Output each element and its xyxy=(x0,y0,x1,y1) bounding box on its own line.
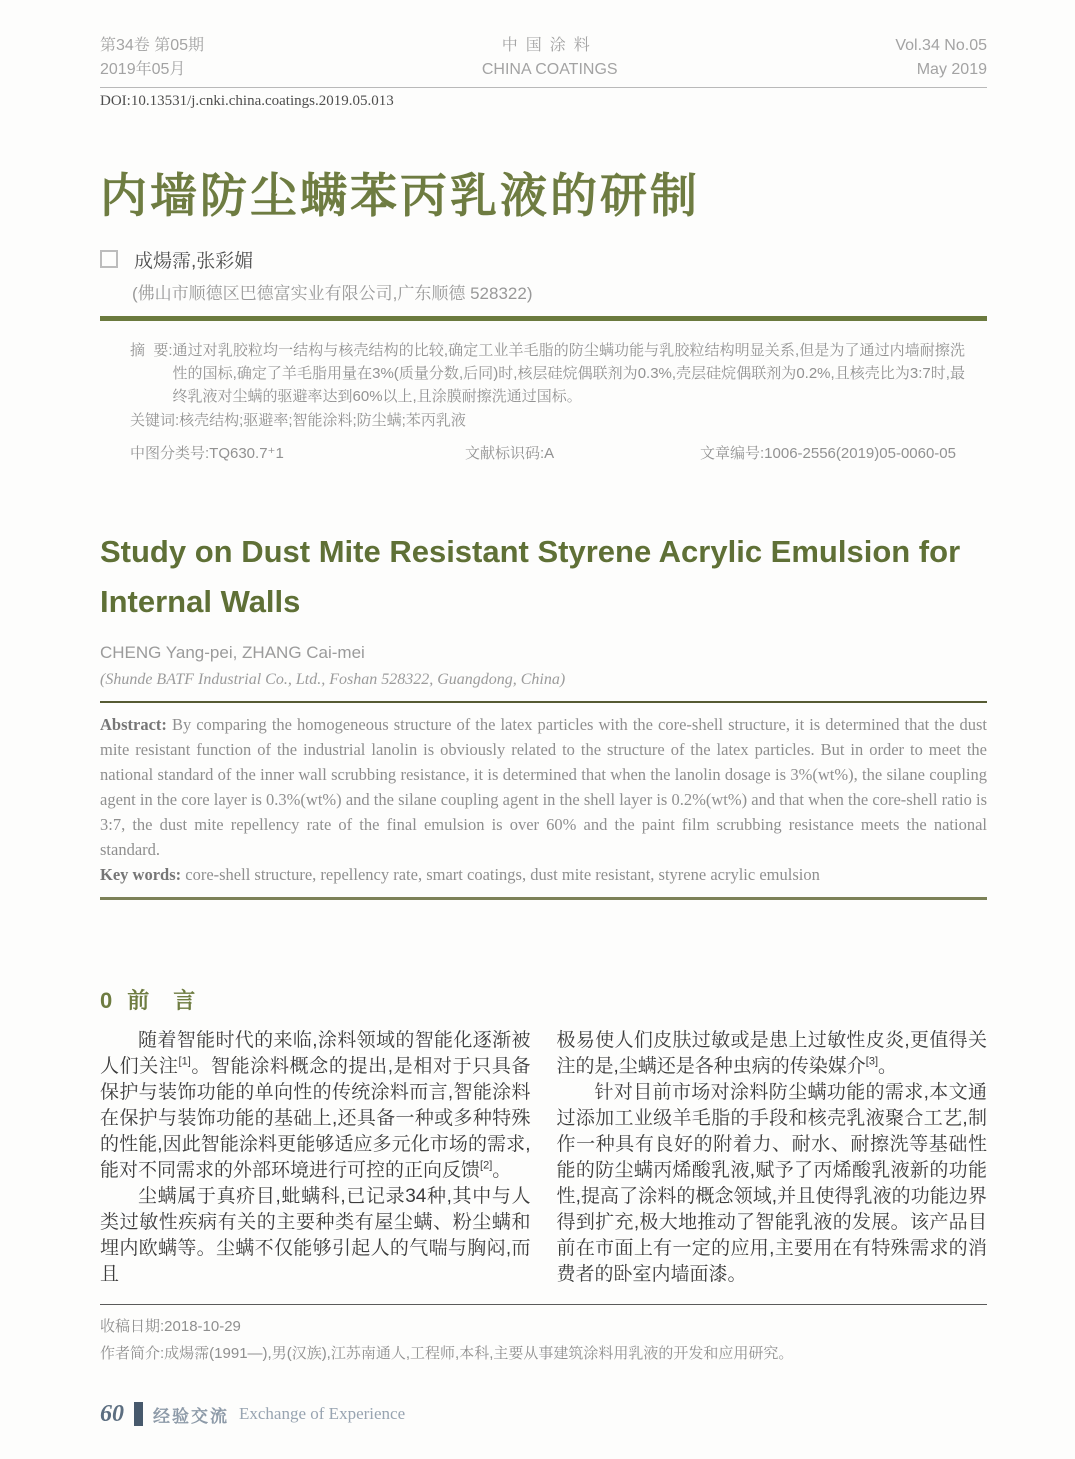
article-title-cn: 内墙防尘螨苯丙乳液的研制 xyxy=(100,169,700,222)
journal-name-en: CHINA COATINGS xyxy=(481,61,618,78)
date-en: May 2019 xyxy=(916,61,987,78)
paragraph: 尘螨属于真疥目,蚍螨科,已记录34种,其中与人类过敏性疾病有关的主要种类有屋尘螨、粉尘螨和埋内欧螨等。尘螨不仅能够引起人的气喘与胸闷,而且 xyxy=(100,1185,531,1285)
footnote-divider xyxy=(100,1304,987,1305)
keywords-row-cn xyxy=(130,409,965,432)
author-marker-icon xyxy=(100,250,118,268)
footer-section-en: Exchange of Experience xyxy=(239,1404,406,1424)
reference-mark: [1] xyxy=(178,1055,191,1068)
received-date: 收稿日期:2018-10-29 xyxy=(100,1317,241,1335)
keywords-en-row xyxy=(100,862,987,887)
header-volume-issue xyxy=(100,34,204,82)
abstract-text-en: By comparing the homogeneous structure of the latex particles with the core-shell structure, it is determined that the dust mite resistant function of the industrial lanolin is obviously related to the structure of the latex particles. But in order to meet the national standard of the inner wall scrubbing resistance, it is determined that when the lanolin dosage is 3%(wt%), the silane coupling agent in the core layer is 0.3%(wt%) and the silane coupling agent in the shell layer is 0.2%(wt%) and that when the core-shell ratio is 3:7, the dust mite repellency rate of the final emulsion is over 60% and the paint film scrubbing resistance meets the national standard. xyxy=(100,714,987,859)
date-cn: 2019年05月 xyxy=(100,61,186,78)
abstract-label-en: Abstract: xyxy=(100,714,167,734)
journal-header xyxy=(100,34,987,110)
abstract-row-cn xyxy=(130,339,965,408)
abstract-block-cn xyxy=(100,339,987,465)
body-column-right xyxy=(557,988,988,1288)
reference-mark: [2] xyxy=(480,1159,493,1172)
reference-mark: [3] xyxy=(865,1055,879,1068)
paragraph: 极易使人们皮肤过敏或是患上过敏性皮炎,更值得关注的是,尘螨还是各种虫病的传染媒介[3]。 xyxy=(556,1029,987,1077)
footer-section-cn: 经验交流 xyxy=(153,1406,229,1426)
abstract-label-cn: 摘 要: xyxy=(130,341,173,359)
section-title: 前 言 xyxy=(127,987,197,1013)
document-code: 文献标识码:A xyxy=(465,444,555,462)
section-heading xyxy=(100,988,531,1014)
author-bio: 作者简介:成煬霈(1991—),男(汉族),江苏南通人,工程师,本科,主要从事建筑涂料用乳液的开发和应用研究。 xyxy=(100,1344,794,1362)
page-number: 60 xyxy=(100,1400,124,1427)
classification-row xyxy=(130,442,965,465)
keywords-label-cn: 关键词: xyxy=(130,411,180,429)
keywords-label-en: Key words: xyxy=(100,864,182,884)
affiliation-cn: (佛山市顺德区巴德富实业有限公司,广东顺德 528322) xyxy=(132,283,533,303)
body-column-left xyxy=(100,988,531,1288)
journal-name-cn: 中国涂料 xyxy=(501,37,598,54)
abstract-en xyxy=(100,712,987,862)
doi: DOI:10.13531/j.cnki.china.coatings.2019.05.013 xyxy=(100,93,394,109)
affiliation-en: (Shunde BATF Industrial Co., Ltd., Foshan 528322, Guangdong, China) xyxy=(100,670,566,688)
header-divider xyxy=(100,87,987,88)
header-columns xyxy=(100,34,987,82)
header-volume-issue-en xyxy=(895,34,987,82)
title-divider xyxy=(100,316,987,321)
article-id: 文章编号:1006-2556(2019)05-0060-05 xyxy=(700,444,956,462)
authors-cn: 成煬霈,张彩媚 xyxy=(134,250,254,272)
author-row xyxy=(100,246,987,273)
keywords-cn: 核壳结构;驱避率;智能涂料;防尘螨;苯丙乳液 xyxy=(179,411,466,429)
footer-bar-icon xyxy=(134,1402,143,1426)
abstract-text-cn: 通过对乳胶粒均一结构与核壳结构的比较,确定工业羊毛脂的防尘螨功能与乳胶粒结构明显关系,但是为了通过内墙耐擦洗性的国标,确定了羊毛脂用量在3%(质量分数,后同)时,核层硅烷偶联剂为0.3%,壳层硅烷偶联剂为0.2%,且核壳比为3:7时,最终乳液对尘螨的驱避率达到60%以上,且涂膜耐擦洗通过国标。 xyxy=(172,341,965,405)
clc-number: 中图分类号:TQ630.7⁺1 xyxy=(130,444,284,462)
article-body xyxy=(100,988,987,1288)
article-title-en: Study on Dust Mite Resistant Styrene Acrylic Emulsion for Internal Walls xyxy=(100,533,961,619)
journal-name xyxy=(482,34,618,82)
paragraph: 针对目前市场对涂料防尘螨功能的需求,本文通过添加工业级羊毛脂的手段和核壳乳液聚合工艺,制作一种具有良好的附着力、耐水、耐擦洗等基础性能的防尘螨丙烯酸乳液,赋予了丙烯酸乳液新的功能性,提高了涂料的概念领域,并且使得乳液的功能边界得到扩充,极大地推动了智能乳液的发展。该产品目前在市面上有一定的应用,主要用在有特殊需求的消费者的卧室内墙面漆。 xyxy=(556,1081,987,1285)
section-number: 0 xyxy=(100,987,114,1013)
paragraph: 随着智能时代的来临,涂料领域的智能化逐渐被人们关注[1]。智能涂料概念的提出,是相对于只具备保护与装饰功能的单向性的传统涂料而言,智能涂料在保护与装饰功能的基础上,还具备一种或多种特殊的性能,因此智能涂料更能够适应多元化市场的需求,能对不同需求的外部环境进行可控的正向反馈[2]。 xyxy=(100,1029,531,1181)
abstract-divider-top xyxy=(100,701,987,703)
footnotes xyxy=(100,1313,987,1367)
abstract-divider-bottom xyxy=(100,897,987,900)
volume-issue-en: Vol.34 No.05 xyxy=(895,37,987,54)
volume-issue-cn: 第34卷 第05期 xyxy=(100,37,205,54)
page-footer xyxy=(100,1401,987,1428)
keywords-en: core-shell structure, repellency rate, smart coatings, dust mite resistant, styrene acrylic emulsion xyxy=(181,864,820,884)
authors-en: CHENG Yang-pei, ZHANG Cai-mei xyxy=(100,642,365,662)
